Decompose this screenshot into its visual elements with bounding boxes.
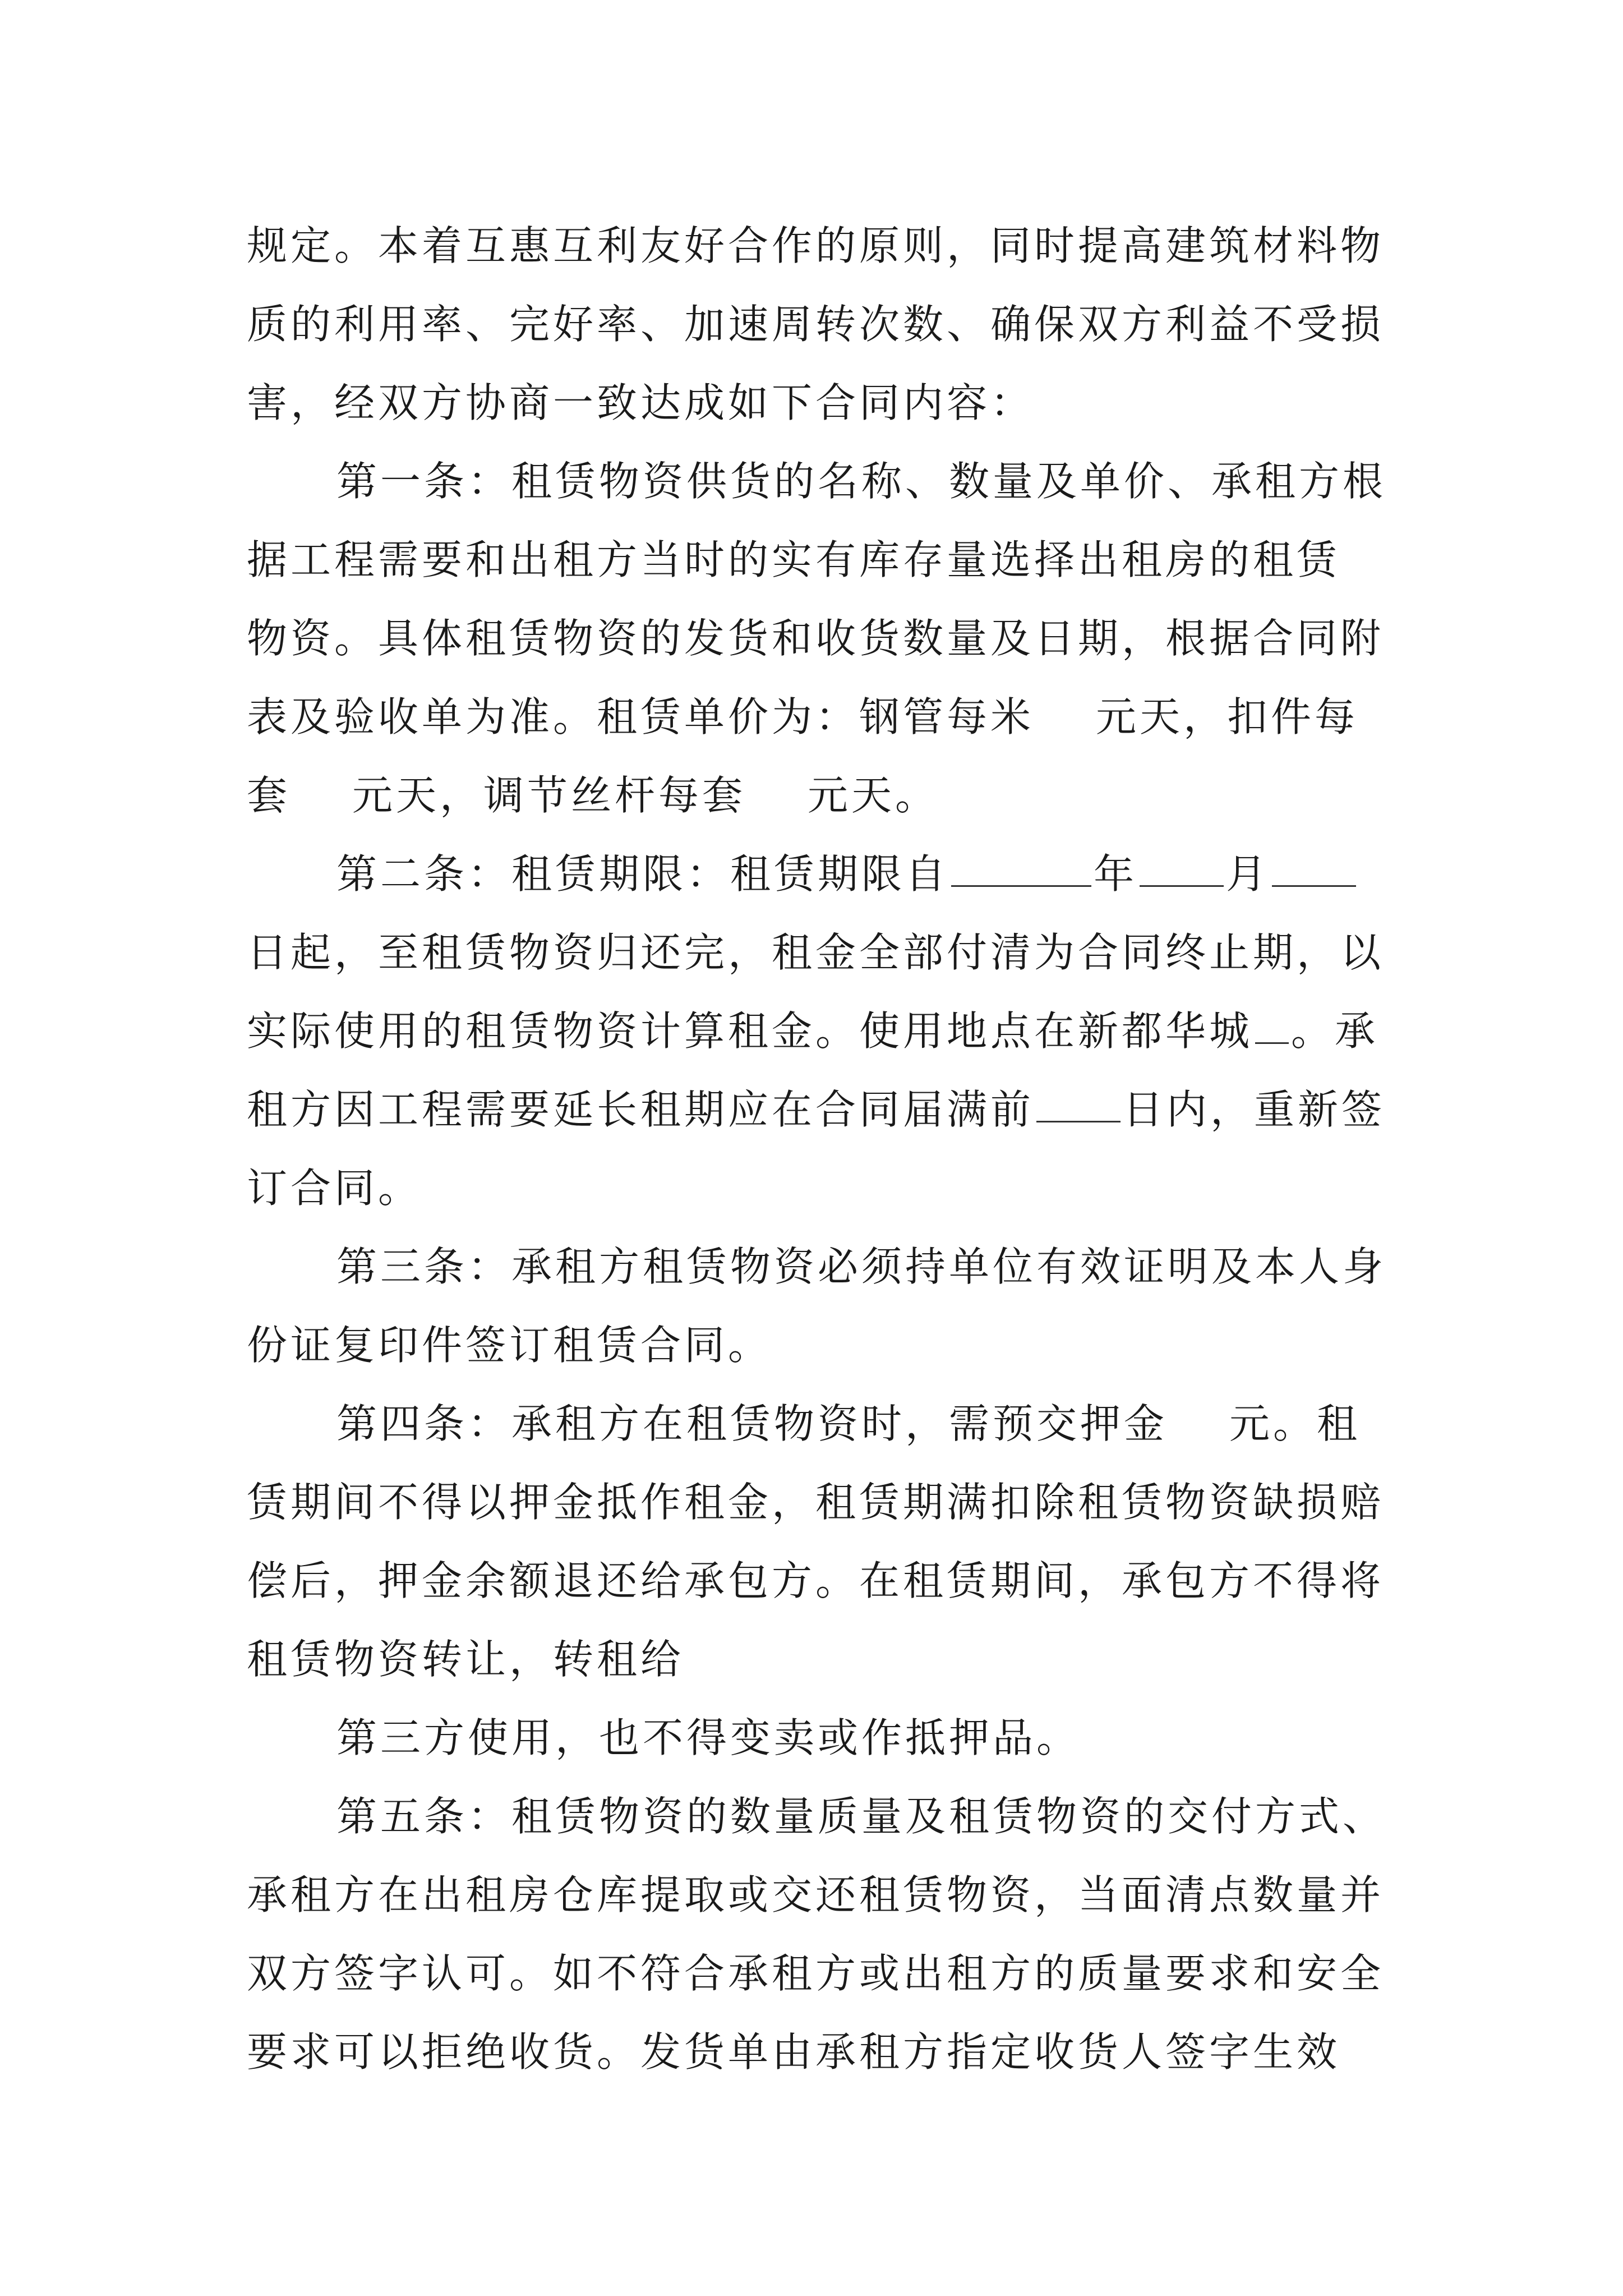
- text-line-article-5: 第五条：租赁物资的数量质量及租赁物资的交付方式、: [336, 1793, 1387, 1840]
- text-line: [247, 756, 1402, 835]
- text-segment: 元天，扣件每: [1096, 693, 1359, 740]
- contract-body-text: [247, 206, 1402, 2091]
- text-line: 据工程需要和出租方当时的实有库存量选择出租房的租赁: [247, 536, 1341, 583]
- text-line: [247, 992, 1402, 1070]
- text-line: 第三方使用，也不得变卖或作抵押品。: [336, 1714, 1081, 1761]
- text-segment: 表及验收单为准。租赁单价为：钢管每米: [247, 693, 1035, 740]
- text-line: 双方签字认可。如不符合承租方或出租方的质量要求和安全: [247, 1950, 1385, 1997]
- text-line: [247, 1070, 1402, 1149]
- text-segment: 元。租: [1229, 1400, 1361, 1447]
- blank-day-field: [1272, 835, 1356, 887]
- text-line: 承租方在出租房仓库提取或交还租赁物资，当面清点数量并: [247, 1871, 1385, 1918]
- text-line: 要求可以拒绝收货。发货单由承租方指定收货人签字生效: [247, 2028, 1341, 2076]
- text-segment: 元天，调节丝杆每套: [352, 772, 746, 819]
- blank-year-field: [951, 835, 1091, 887]
- text-line: 赁期间不得以押金抵作租金，租赁期满扣除租赁物资缺损赔: [247, 1479, 1385, 1526]
- text-line-article-1: 第一条：租赁物资供货的名称、数量及单价、承租方根: [336, 458, 1387, 505]
- text-line: [247, 678, 1402, 756]
- text-segment: 套: [247, 772, 291, 819]
- text-line: 日起，至租赁物资归还完，租金全部付清为合同终止期，以: [247, 929, 1385, 976]
- text-line-article-4: [247, 1384, 1402, 1463]
- text-line: 质的利用率、完好率、加速周转次数、确保双方利益不受损: [247, 301, 1385, 348]
- text-segment: 第二条：租赁期限：租赁期限自: [336, 850, 949, 898]
- text-line: 份证复印件签订租赁合同。: [247, 1322, 772, 1369]
- text-segment: 。承: [1291, 1007, 1379, 1055]
- text-segment: 租方因工程需要延长租期应在合同届满前: [247, 1086, 1035, 1133]
- text-segment: 年: [1094, 850, 1138, 898]
- text-segment: 第四条：承租方在租赁物资时，需预交押金: [336, 1400, 1168, 1447]
- blank-days-field: [1036, 1070, 1121, 1122]
- text-segment: 日内，重新签: [1123, 1086, 1386, 1133]
- text-line: 偿后，押金余额退还给承包方。在租赁期间，承包方不得将: [247, 1557, 1385, 1604]
- text-line: 物资。具体租赁物资的发货和收货数量及日期，根据合同附: [247, 615, 1385, 662]
- text-line: 规定。本着互惠互利友好合作的原则，同时提高建筑材料物: [247, 222, 1385, 269]
- text-line: 害，经双方协商一致达成如下合同内容：: [247, 379, 1035, 426]
- text-segment: 实际使用的租赁物资计算租金。使用地点在新都华城: [247, 1007, 1253, 1055]
- text-segment: 元天。: [808, 772, 939, 819]
- blank-location-field: [1255, 992, 1289, 1044]
- text-segment: 月: [1226, 850, 1270, 898]
- text-line-article-2: [247, 835, 1402, 913]
- text-line: 租赁物资转让，转租给: [247, 1636, 685, 1683]
- text-line: 订合同。: [247, 1165, 422, 1212]
- text-line-article-3: 第三条：承租方租赁物资必须持单位有效证明及本人身: [336, 1243, 1387, 1290]
- blank-month-field: [1140, 835, 1224, 887]
